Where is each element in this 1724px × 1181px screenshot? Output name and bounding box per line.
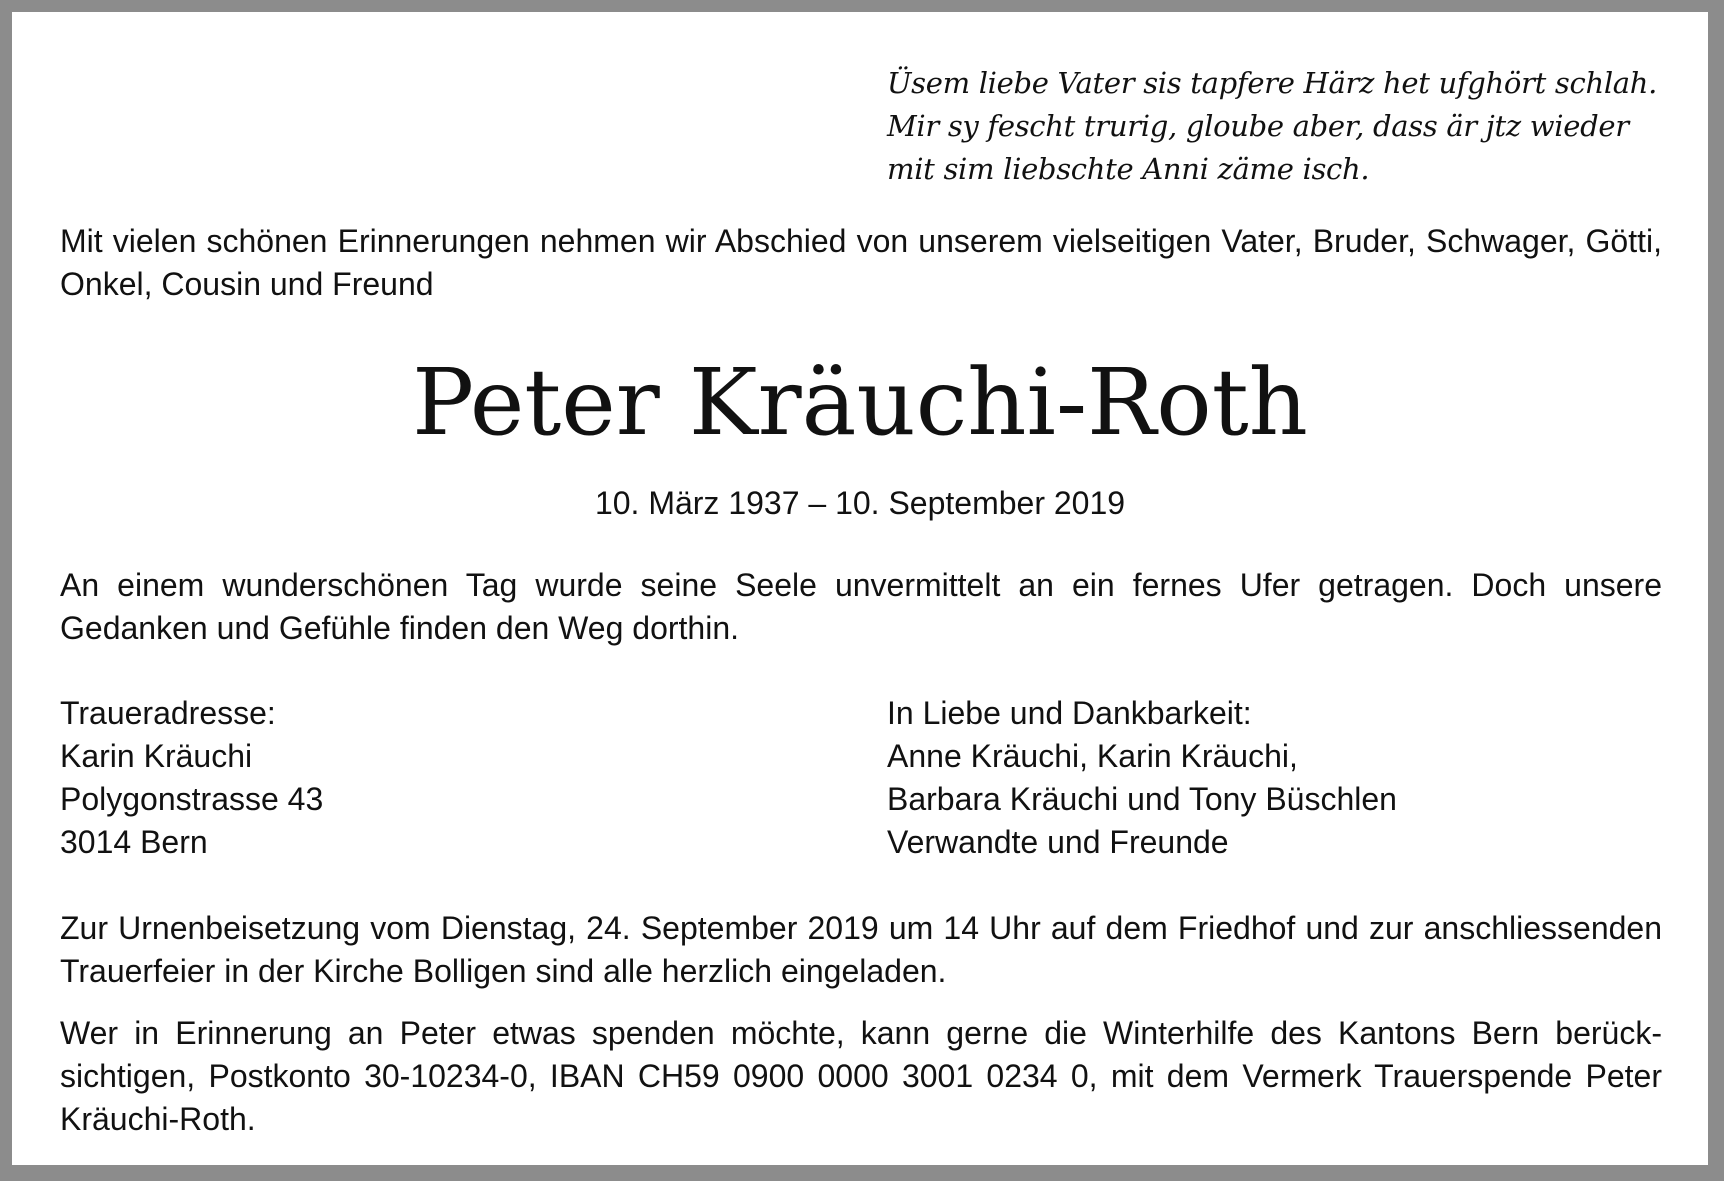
deceased-name: Peter Kräuchi-Roth [412,349,1308,456]
motto-line: Mir sy fescht trurig, gloube aber, dass är jtz wieder [887,109,1629,143]
address-line: Polygonstrasse 43 [60,781,324,817]
motto-line: Üsem liebe Vater sis tapfere Härz het ufghört schlah. [887,66,1658,100]
address-line: 3014 Bern [60,824,208,860]
mourning-address [60,692,323,864]
motto-line: mit sim liebschte Anni zäme isch. [887,152,1370,186]
family-heading: In Liebe und Dankbarkeit: [887,695,1252,731]
intro-paragraph: Mit vielen schönen Erinnerungen nehmen wir Abschied von unserem vielseitigen Vater, Bruder, Schwager, Götti, Onkel, Cousin und Freund [60,223,1662,302]
motto-verse [887,62,1687,191]
ceremony-paragraph: Zur Urnenbeisetzung vom Dienstag, 24. September 2019 um 14 Uhr auf dem Friedhof und zur anschliessenden Trauerfeier in der Kirche Bolligen sind alle herzlich eingeladen. [60,910,1662,989]
family-line: Verwandte und Freunde [887,824,1229,860]
family-signatures [887,692,1397,864]
family-line: Barbara Kräuchi und Tony Büschlen [887,781,1397,817]
obituary-notice [12,12,1708,1165]
address-heading: Traueradresse: [60,695,276,731]
donation-paragraph: Wer in Erinnerung an Peter etwas spenden möchte, kann gerne die Winterhilfe des Kantons Bern berück-sichtigen, Postkonto 30-10234-0, IBAN CH59 0900 0000 3001 0234 0, mit dem Vermerk Trauerspende Peter Kräuchi-Roth. [60,1015,1662,1137]
address-line: Karin Kräuchi [60,738,253,774]
family-line: Anne Kräuchi, Karin Kräuchi, [887,738,1298,774]
life-dates: 10. März 1937 – 10. September 2019 [594,485,1126,521]
soul-paragraph: An einem wunderschönen Tag wurde seine Seele unvermittelt an ein fernes Ufer getragen. Doch unsere Gedanken und Gefühle finden den Weg dorthin. [60,567,1662,646]
